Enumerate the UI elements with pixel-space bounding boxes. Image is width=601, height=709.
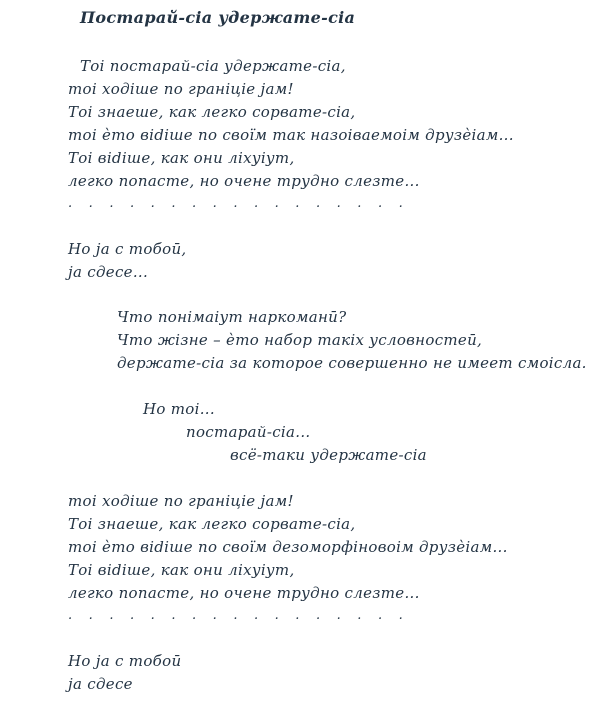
poem-line: постарай-сіа...: [186, 423, 311, 441]
poem-line: тоі ходіше по граніціе јам!: [68, 492, 294, 510]
poem-line: Но ја с тобоӣ: [68, 652, 182, 670]
poem-line: Но тоі...: [143, 400, 215, 418]
poem-line: Но ја с тобоӣ,: [68, 240, 187, 258]
poem-line: Что жізне – ѐто набор такіх условностеӣ,: [117, 331, 483, 349]
poem-line: держате-сіа за которое совершенно не имеет смоісла.: [117, 354, 587, 372]
poem-line: тоі ходіше по граніціе јам!: [68, 80, 294, 98]
poem-line: легко попасте, но очене трудно слезте...: [68, 172, 420, 190]
poem-line: Тоі постарай-сіа удержате-сіа,: [80, 57, 346, 75]
poem-line: тоі ѐто віdіше по своїм дезоморфіновоім друзѐіам...: [68, 538, 508, 556]
poem-line: ја сдесе: [68, 675, 133, 693]
ellipsis-divider: . . . . . . . . . . . . . . . . .: [68, 196, 409, 211]
poem-title: Постарай-сіа удержате-сіа: [80, 8, 356, 27]
poem-line: легко попасте, но очене трудно слезте...: [68, 584, 420, 602]
poem-line: Что понімаіут наркоманӣ?: [117, 308, 347, 326]
poem-line: тоі ѐто віdіше по своїм так назоіваемоім друзѐіам...: [68, 126, 514, 144]
poem-line: Тоі знаеше, как легко сорвате-сіа,: [68, 515, 356, 533]
ellipsis-divider: . . . . . . . . . . . . . . . . .: [68, 608, 409, 623]
poem-line: Тоі знаеше, как легко сорвате-сіа,: [68, 103, 356, 121]
poem-line: ја сдесе...: [68, 263, 149, 281]
poem-line: всё-таки удержате-сіа: [230, 446, 427, 464]
poem-line: Тоі віdіше, как они ліхуіут,: [68, 561, 295, 579]
poem-line: Тоі віdіше, как они ліхуіут,: [68, 149, 295, 167]
